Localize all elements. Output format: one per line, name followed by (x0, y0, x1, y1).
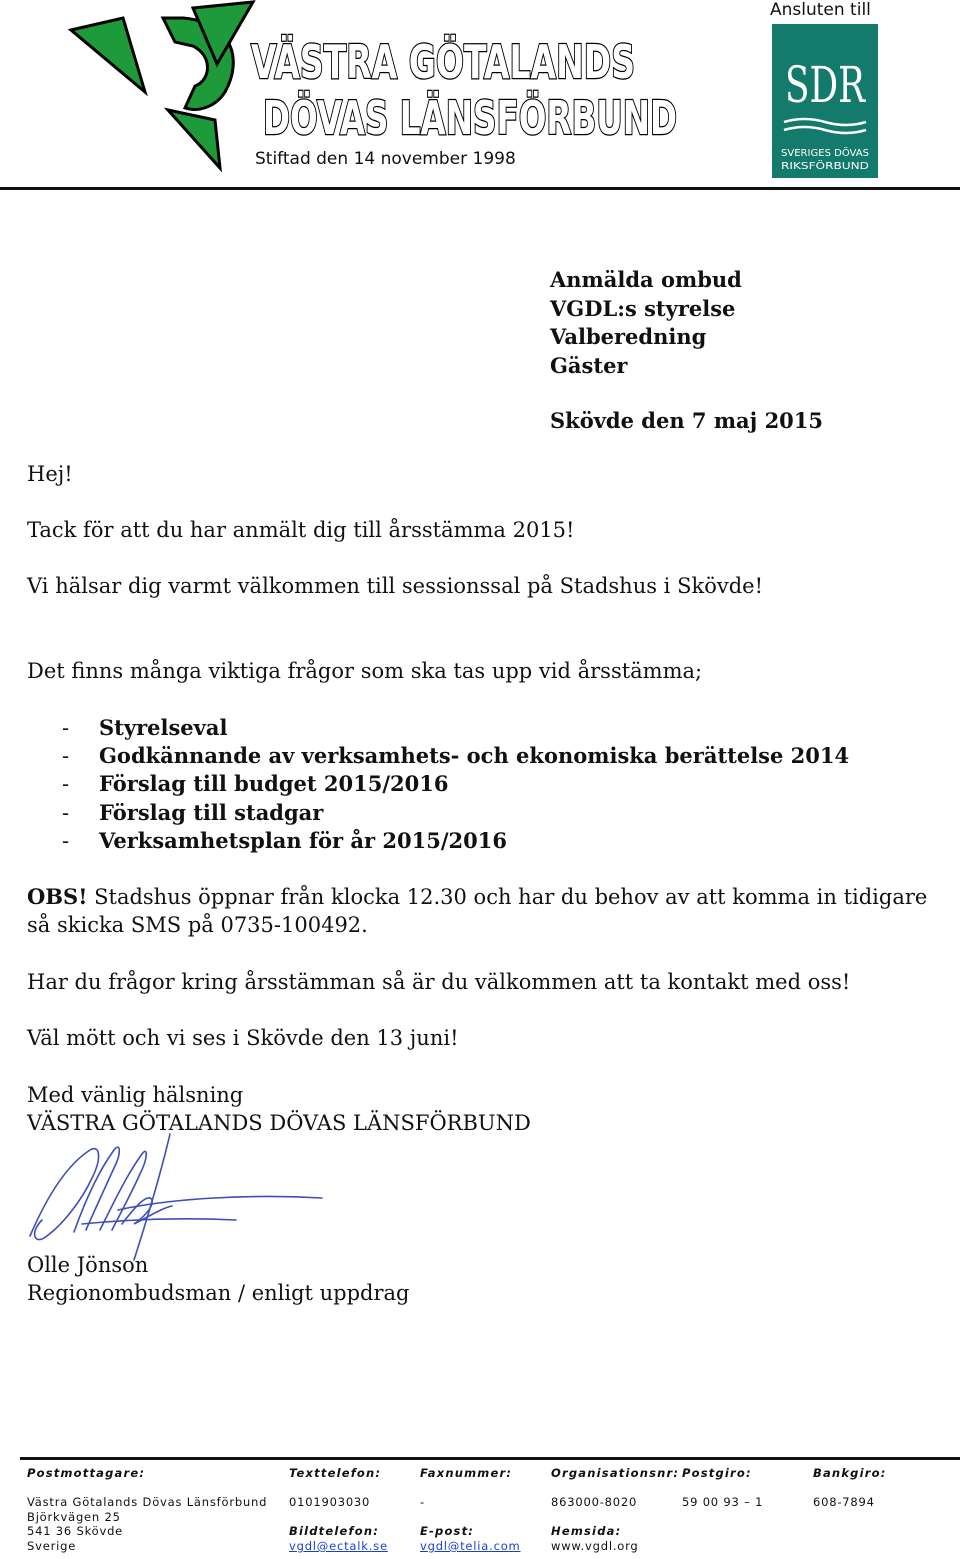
list-item (62, 799, 849, 827)
footer-divider (20, 1457, 960, 1460)
letter-date: Skövde den 7 maj 2015 (550, 408, 824, 433)
founded-date: Stiftad den 14 november 1998 (255, 149, 516, 169)
agenda-item-text: Förslag till budget 2015/2016 (99, 771, 449, 797)
welcome-line: Vi hälsar dig varmt välkommen till sessionssal på Stadshus i Skövde! (27, 574, 764, 598)
recipient-item: Gäster (550, 352, 628, 378)
obs-note (27, 883, 937, 939)
sdr-logo-letters: SDR (785, 56, 866, 114)
footer-epost-label: E-post: (420, 1524, 475, 1538)
footer-orgnr: 863000-8020 (551, 1495, 638, 1509)
thanks-line: Tack för att du har anmält dig till årsstämma 2015! (27, 518, 575, 542)
list-dash: - (62, 800, 70, 825)
agenda-item-text: Verksamhetsplan för år 2015/2016 (99, 827, 507, 853)
list-dash: - (62, 828, 70, 853)
greeting: Hej! (27, 462, 73, 486)
list-item (62, 770, 849, 798)
signer-title: Regionombudsman / enligt uppdrag (27, 1281, 410, 1305)
recipient-item: Anmälda ombud (550, 267, 742, 292)
footer-orgnr-label: Organisationsnr: (551, 1466, 680, 1480)
obs-text: Stadshus öppnar från klocka 12.30 och har du behov av att komma in tidigare så skicka SMS på 0735-100492. (27, 885, 928, 937)
obs-label: OBS! (27, 884, 88, 909)
footer-recipient-label: Postmottagare: (27, 1466, 146, 1480)
list-dash: - (62, 744, 70, 769)
agenda-intro: Det finns många viktiga frågor som ska tas upp vid årsstämma; (27, 659, 703, 683)
logo-green-triangle-bottom (168, 110, 220, 168)
sdr-logo (772, 24, 878, 178)
meet-line: Väl mött och vi ses i Skövde den 13 juni! (27, 1026, 459, 1050)
sdr-logo-subtitle-line1: SVERIGES DÖVAS (781, 148, 869, 159)
footer-texttelefon-label: Texttelefon: (289, 1466, 382, 1480)
footer-address-line: Västra Götalands Dövas Länsförbund (27, 1495, 268, 1509)
list-item (62, 742, 849, 770)
affiliation-label: Ansluten till (770, 0, 871, 20)
sdr-logo-subtitle-line2: RIKSFÖRBUND (781, 161, 854, 172)
footer-address (27, 1495, 267, 1553)
list-dash: - (62, 716, 70, 740)
logo-org-name-line1: VÄSTRA GÖTALANDS (251, 35, 635, 89)
footer-address-line: Björkvägen 25 (27, 1509, 121, 1524)
footer-hemsida: www.vgdl.org (551, 1539, 639, 1553)
closing-salutation: Med vänlig hälsning (27, 1083, 244, 1107)
footer-bildtelefon-label: Bildtelefon: (289, 1524, 380, 1538)
footer-bankgiro-label: Bankgiro: (813, 1466, 887, 1480)
list-dash: - (62, 772, 70, 797)
footer-hemsida-label: Hemsida: (551, 1524, 622, 1538)
footer-bankgiro: 608-7894 (813, 1495, 875, 1509)
signer-name: Olle Jönson (27, 1253, 149, 1277)
logo-green-triangle-left (71, 18, 145, 92)
questions-line: Har du frågor kring årsstämman så är du välkommen att ta kontakt med oss! (27, 970, 851, 994)
recipient-item: Valberedning (550, 324, 707, 349)
closing-org-name: VÄSTRA GÖTALANDS DÖVAS LÄNSFÖRBUND (27, 1111, 531, 1135)
header-divider (0, 187, 960, 190)
footer-fax: - (420, 1495, 425, 1509)
list-item (62, 827, 849, 855)
footer-bildtelefon-link[interactable]: vgdl@ectalk.se (289, 1539, 388, 1553)
footer-fax-label: Faxnummer: (420, 1466, 513, 1480)
vgdl-logo (65, 0, 705, 172)
footer-address-line: 541 36 Skövde (27, 1524, 124, 1538)
footer-epost-link[interactable]: vgdl@telia.com (420, 1539, 521, 1553)
agenda-list (62, 714, 849, 855)
agenda-item-text: Styrelseval (99, 715, 228, 740)
signer (27, 1251, 410, 1307)
handwritten-signature (22, 1128, 332, 1268)
recipient-list (550, 266, 742, 380)
footer-address-line: Sverige (27, 1538, 77, 1553)
list-item (62, 714, 849, 742)
agenda-item-text: Förslag till stadgar (99, 799, 324, 825)
recipient-item: VGDL:s styrelse (550, 295, 736, 321)
logo-org-name-line2: DÖVAS LÄNSFÖRBUND (263, 91, 677, 145)
agenda-item-text: Godkännande av verksamhets- och ekonomiska berättelse 2014 (99, 743, 850, 769)
footer-postgiro-label: Postgiro: (682, 1466, 752, 1480)
footer-texttelefon: 0101903030 (289, 1495, 371, 1509)
footer-postgiro: 59 00 93 – 1 (682, 1495, 764, 1509)
